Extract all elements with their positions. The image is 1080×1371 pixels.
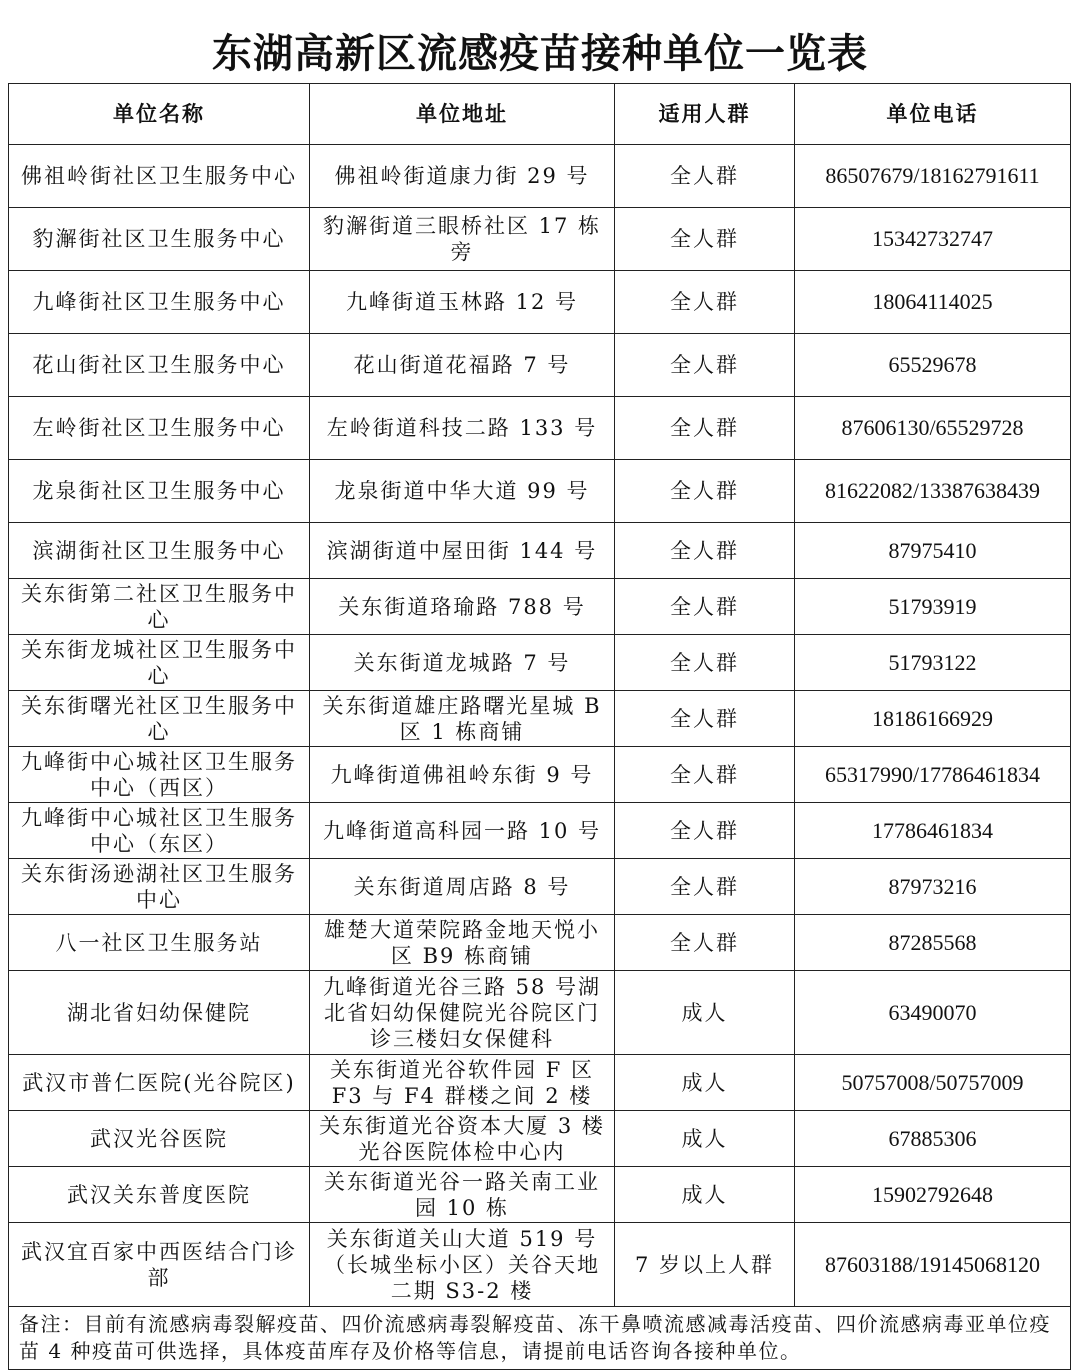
cell-address: 关东街道周店路 8 号 xyxy=(310,859,615,915)
cell-group: 全人群 xyxy=(615,523,795,579)
cell-group: 成人 xyxy=(615,971,795,1055)
cell-address: 关东街道雄庄路曙光星城 B 区 1 栋商铺 xyxy=(310,691,615,747)
cell-group: 全人群 xyxy=(615,747,795,803)
cell-group: 全人群 xyxy=(615,859,795,915)
cell-group: 全人群 xyxy=(615,460,795,523)
cell-phone: 65529678 xyxy=(795,334,1071,397)
cell-group: 成人 xyxy=(615,1111,795,1167)
table-row xyxy=(9,635,1071,691)
cell-phone: 17786461834 xyxy=(795,803,1071,859)
cell-group: 全人群 xyxy=(615,208,795,271)
cell-name: 关东街曙光社区卫生服务中心 xyxy=(9,691,310,747)
cell-phone: 51793122 xyxy=(795,635,1071,691)
cell-name: 花山街社区卫生服务中心 xyxy=(9,334,310,397)
table-row xyxy=(9,803,1071,859)
cell-address: 九峰街道高科园一路 10 号 xyxy=(310,803,615,859)
table-row xyxy=(9,397,1071,460)
vaccination-sites-table xyxy=(8,83,1071,1370)
table-row xyxy=(9,859,1071,915)
table-row xyxy=(9,1167,1071,1223)
cell-address: 左岭街道科技二路 133 号 xyxy=(310,397,615,460)
cell-group: 全人群 xyxy=(615,635,795,691)
cell-address: 关东街道光谷软件园 F 区 F3 与 F4 群楼之间 2 楼 xyxy=(310,1055,615,1111)
header-group: 适用人群 xyxy=(615,84,795,145)
cell-address: 关东街道光谷资本大厦 3 楼光谷医院体检中心内 xyxy=(310,1111,615,1167)
table-row xyxy=(9,334,1071,397)
cell-name: 武汉宜百家中西医结合门诊部 xyxy=(9,1223,310,1307)
document-title: 东湖高新区流感疫苗接种单位一览表 xyxy=(212,31,868,77)
cell-name: 武汉市普仁医院(光谷院区) xyxy=(9,1055,310,1111)
table-body xyxy=(9,145,1071,1307)
table-row xyxy=(9,747,1071,803)
cell-name: 滨湖街社区卫生服务中心 xyxy=(9,523,310,579)
cell-name: 九峰街中心城社区卫生服务中心（西区） xyxy=(9,747,310,803)
cell-group: 全人群 xyxy=(615,915,795,971)
cell-group: 成人 xyxy=(615,1055,795,1111)
table-row xyxy=(9,579,1071,635)
cell-group: 全人群 xyxy=(615,691,795,747)
cell-address: 九峰街道光谷三路 58 号湖北省妇幼保健院光谷院区门诊三楼妇女保健科 xyxy=(310,971,615,1055)
cell-phone: 15342732747 xyxy=(795,208,1071,271)
cell-address: 关东街道珞瑜路 788 号 xyxy=(310,579,615,635)
cell-phone: 18186166929 xyxy=(795,691,1071,747)
cell-group: 全人群 xyxy=(615,803,795,859)
cell-group: 全人群 xyxy=(615,579,795,635)
cell-name: 关东街第二社区卫生服务中心 xyxy=(9,579,310,635)
cell-phone: 67885306 xyxy=(795,1111,1071,1167)
cell-phone: 87975410 xyxy=(795,523,1071,579)
cell-name: 龙泉街社区卫生服务中心 xyxy=(9,460,310,523)
cell-address: 关东街道光谷一路关南工业园 10 栋 xyxy=(310,1167,615,1223)
cell-address: 豹澥街道三眼桥社区 17 栋旁 xyxy=(310,208,615,271)
cell-address: 九峰街道佛祖岭东街 9 号 xyxy=(310,747,615,803)
cell-address: 九峰街道玉林路 12 号 xyxy=(310,271,615,334)
table-row xyxy=(9,145,1071,208)
cell-name: 关东街龙城社区卫生服务中心 xyxy=(9,635,310,691)
cell-phone: 87603188/19145068120 xyxy=(795,1223,1071,1307)
cell-group: 成人 xyxy=(615,1167,795,1223)
cell-phone: 15902792648 xyxy=(795,1167,1071,1223)
note-text: 备注：目前有流感病毒裂解疫苗、四价流感病毒裂解疫苗、冻干鼻喷流感减毒活疫苗、四价流感病毒亚单位疫苗 4 种疫苗可供选择，具体疫苗库存及价格等信息，请提前电话咨询各接种单位。 xyxy=(9,1307,1071,1370)
header-name: 单位名称 xyxy=(9,84,310,145)
cell-address: 雄楚大道荣院路金地天悦小区 B9 栋商铺 xyxy=(310,915,615,971)
cell-address: 龙泉街道中华大道 99 号 xyxy=(310,460,615,523)
cell-name: 八一社区卫生服务站 xyxy=(9,915,310,971)
cell-phone: 81622082/13387638439 xyxy=(795,460,1071,523)
header-phone: 单位电话 xyxy=(795,84,1071,145)
table-row xyxy=(9,523,1071,579)
table-row xyxy=(9,915,1071,971)
cell-phone: 87606130/65529728 xyxy=(795,397,1071,460)
cell-name: 关东街汤逊湖社区卫生服务中心 xyxy=(9,859,310,915)
cell-phone: 87285568 xyxy=(795,915,1071,971)
cell-address: 关东街道龙城路 7 号 xyxy=(310,635,615,691)
table-header-row xyxy=(9,84,1071,145)
cell-group: 全人群 xyxy=(615,334,795,397)
table-row xyxy=(9,271,1071,334)
cell-group: 全人群 xyxy=(615,271,795,334)
cell-name: 武汉关东普度医院 xyxy=(9,1167,310,1223)
table-row xyxy=(9,691,1071,747)
cell-name: 武汉光谷医院 xyxy=(9,1111,310,1167)
table-row xyxy=(9,460,1071,523)
cell-group: 全人群 xyxy=(615,145,795,208)
cell-name: 九峰街中心城社区卫生服务中心（东区） xyxy=(9,803,310,859)
cell-name: 豹澥街社区卫生服务中心 xyxy=(9,208,310,271)
cell-group: 7 岁以上人群 xyxy=(615,1223,795,1307)
table-row xyxy=(9,1055,1071,1111)
cell-name: 湖北省妇幼保健院 xyxy=(9,971,310,1055)
table-row xyxy=(9,1223,1071,1307)
cell-address: 花山街道花福路 7 号 xyxy=(310,334,615,397)
cell-phone: 86507679/18162791611 xyxy=(795,145,1071,208)
header-address: 单位地址 xyxy=(310,84,615,145)
cell-phone: 51793919 xyxy=(795,579,1071,635)
cell-phone: 18064114025 xyxy=(795,271,1071,334)
table-row xyxy=(9,208,1071,271)
table-row xyxy=(9,1111,1071,1167)
cell-phone: 87973216 xyxy=(795,859,1071,915)
cell-name: 九峰街社区卫生服务中心 xyxy=(9,271,310,334)
note-row xyxy=(9,1307,1071,1370)
cell-name: 佛祖岭街社区卫生服务中心 xyxy=(9,145,310,208)
cell-phone: 50757008/50757009 xyxy=(795,1055,1071,1111)
cell-address: 滨湖街道中屋田街 144 号 xyxy=(310,523,615,579)
cell-name: 左岭街社区卫生服务中心 xyxy=(9,397,310,460)
cell-phone: 63490070 xyxy=(795,971,1071,1055)
cell-phone: 65317990/17786461834 xyxy=(795,747,1071,803)
cell-address: 佛祖岭街道康力街 29 号 xyxy=(310,145,615,208)
cell-address: 关东街道关山大道 519 号（长城坐标小区）关谷天地二期 S3-2 楼 xyxy=(310,1223,615,1307)
table-row xyxy=(9,971,1071,1055)
cell-group: 全人群 xyxy=(615,397,795,460)
